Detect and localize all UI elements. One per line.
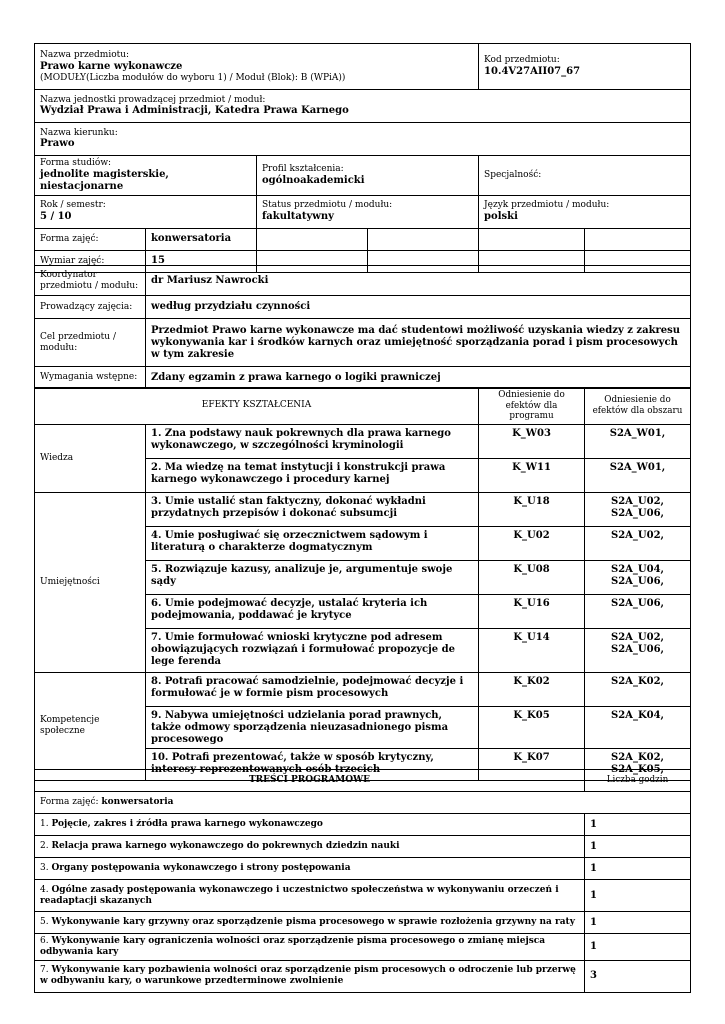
empty-cell [257,228,368,250]
requirements-value: Zdany egzamin z prawa karnego o logiki prawniczej [146,367,691,389]
effect-area-code: S2A_U02, [585,526,691,560]
unit-value: Wydział Prawa i Administracji, Katedra Prawa Karnego [40,105,349,117]
class-form-label: Forma zajęć: [35,228,146,250]
topic-number: 4. [40,884,49,895]
topic-text: Relacja prawa karnego wykonawczego do pokrewnych dziedzin nauki [51,841,400,852]
topic-number: 5. [40,917,49,928]
subject-code-cell [479,44,691,90]
study-form-value: jednolite magisterskie, niestacjonarne [40,168,169,192]
topic-number: 7. [40,965,49,976]
topic-number: 2. [40,841,49,852]
topic-row [35,934,585,961]
effect-text: 10. Potrafi prezentować, także w sposób krytyczny, interesy reprezentowanych osób trzecich [146,748,479,780]
year-cell [35,195,257,228]
topic-text: Ogólne zasady postępowania wykonawczego i uczestnictwo społeczeństwa w wykonywaniu orzeczeń i readaptacji skazanych [40,884,559,906]
hours-header: Liczba godzin [585,770,691,792]
language-cell [479,195,691,228]
subject-name-label: Nazwa przedmiotu: [40,49,130,60]
effect-program-code: K_W03 [479,424,585,458]
topic-text: Wykonywanie kary grzywny oraz sporządzenie pisma procesowego w sprawie rozłożenia grzywny na raty [51,917,575,928]
teacher-value: według przydziału czynności [146,296,691,319]
effect-program-code: K_U08 [479,560,585,594]
subject-name-cell [35,44,479,90]
topic-hours: 1 [585,814,691,836]
effect-program-code: K_U18 [479,492,585,526]
topic-number: 6. [40,936,49,946]
effect-area-code: S2A_W01, [585,458,691,492]
empty-cell [585,228,691,250]
empty-cell [479,228,585,250]
coordinator-value: dr Mariusz Nawrocki [146,266,691,296]
goal-label: Cel przedmiotu / modułu: [35,319,146,367]
effect-program-code: K_U02 [479,526,585,560]
effect-text: 4. Umie posługiwać się orzecznictwem sądowym i literaturą o charakterze dogmatycznym [146,526,479,560]
teacher-label: Prowadzący zajęcia: [35,296,146,319]
profile-label: Profil kształcenia: [262,164,344,174]
topic-row [35,836,585,858]
specialty-label: Specjalność: [484,170,542,180]
topic-hours: 1 [585,858,691,880]
effect-area-code: S2A_U04, S2A_U06, [585,560,691,594]
year-label: Rok / semestr: [40,200,106,211]
social-category: Kompetencje społeczne [35,672,146,780]
topic-hours: 1 [585,912,691,934]
topic-number: 1. [40,819,49,830]
effect-area-code: S2A_K02, S2A_K05, [585,748,691,780]
unit-cell [35,90,691,123]
program-header: TREŚCI PROGRAMOWE [35,770,585,792]
goal-value: Przedmiot Prawo karne wykonawcze ma dać studentowi możliwość uzyskania wiedzy z zakresu wykonywania kar i środków karnych oraz umiejętność sporządzania porad i pism procesowych w tym zakresie [146,319,691,367]
program-table [34,769,691,993]
topic-row [35,912,585,934]
profile-cell [257,156,479,196]
topic-text: Wykonywanie kary ograniczenia wolności oraz sporządzenie pisma procesowego o zmianę miejsca odbywania kary [40,936,546,957]
study-form-cell [35,156,257,196]
status-cell [257,195,479,228]
class-form-value: konwersatoria [146,228,257,250]
col-program-header: Odniesienie do efektów dla programu [479,388,585,425]
effect-area-code: S2A_K04, [585,706,691,748]
program-form-value: konwersatoria [101,797,174,808]
effect-text: 1. Zna podstawy nauk pokrewnych dla prawa karnego wykonawczego, w szczególności kryminologii [146,424,479,458]
topic-hours: 3 [585,960,691,992]
effect-text: 7. Umie formułować wnioski krytyczne pod adresem obowiązujących rozwiązań i formułować propozycje de lege ferenda [146,628,479,672]
unit-label: Nazwa jednostki prowadzącej przedmiot / moduł: [40,94,266,105]
profile-value: ogólnoakademicki [262,174,365,186]
effects-header: EFEKTY KSZTAŁCENIA [35,388,479,425]
topic-row [35,880,585,912]
topic-text: Wykonywanie kary pozbawienia wolności oraz sporządzenie pism procesowych o odroczenie lub przerwę w odbywaniu kary, o warunkowe przedterminowe zwolnienie [40,965,576,987]
effect-text: 6. Umie podejmować decyzje, ustalać kryteria ich podejmowania, poddawać je krytyce [146,594,479,628]
program-form-row [35,792,691,814]
hours-scope-value: 15 [146,250,257,272]
requirements-label: Wymagania wstępne: [35,367,146,389]
effect-text: 9. Nabywa umiejętności udzielania porad prawnych, także odmowy sporządzenia nieuzasadnionego pisma procesowego [146,706,479,748]
knowledge-category: Wiedza [35,424,146,492]
effect-program-code: K_U14 [479,628,585,672]
col-area-header: Odniesienie do efektów dla obszaru [585,388,691,425]
year-value: 5 / 10 [40,211,72,223]
field-label: Nazwa kierunku: [40,127,118,138]
topic-hours: 1 [585,836,691,858]
topic-text: Organy postępowania wykonawczego i strony postępowania [51,863,351,874]
coordinator-label: Koordynator przedmiotu / modułu: [35,266,146,296]
subject-code-label: Kod przedmiotu: [484,55,560,66]
specialty-cell [479,156,691,196]
effect-area-code: S2A_K02, [585,672,691,706]
topic-row [35,814,585,836]
effects-table [34,387,691,781]
effect-area-code: S2A_U02, S2A_U06, [585,628,691,672]
topic-hours: 1 [585,880,691,912]
skills-category: Umiejętności [35,492,146,672]
effect-area-code: S2A_U02, S2A_U06, [585,492,691,526]
effect-program-code: K_W11 [479,458,585,492]
status-label: Status przedmiotu / modułu: [262,200,393,211]
field-value: Prawo [40,138,75,150]
program-form-prefix: Forma zajęć: [40,797,99,808]
effect-text: 3. Umie ustalić stan faktyczny, dokonać wykładni przydatnych przepisów i dokonać subsumcji [146,492,479,526]
topic-number: 3. [40,863,49,874]
effect-area-code: S2A_U06, [585,594,691,628]
empty-cell [368,228,479,250]
hours-scope-label: Wymiar zajęć: [35,250,146,272]
topic-hours: 1 [585,934,691,961]
study-form-label: Forma studiów: [40,158,112,168]
module-info: (MODUŁY(Liczba modułów do wyboru 1) / Moduł (Blok): B (WPiA)) [40,72,346,83]
language-value: polski [484,211,518,223]
effect-program-code: K_K07 [479,748,585,780]
status-value: fakultatywny [262,211,334,223]
effect-area-code: S2A_W01, [585,424,691,458]
effect-text: 5. Rozwiązuje kazusy, analizuje je, argumentuje swoje sądy [146,560,479,594]
subject-name: Prawo karne wykonawcze [40,60,183,72]
field-cell [35,123,691,156]
effect-program-code: K_K05 [479,706,585,748]
topic-text: Pojęcie, zakres i źródła prawa karnego wykonawczego [51,819,323,830]
topic-row [35,960,585,992]
effect-text: 8. Potrafi pracować samodzielnie, podejmować decyzje i formułować je w formie pism procesowych [146,672,479,706]
description-table [34,265,691,389]
effect-text: 2. Ma wiedzę na temat instytucji i konstrukcji prawa karnego wykonawczego i procedury karnej [146,458,479,492]
effect-program-code: K_U16 [479,594,585,628]
course-info-table [34,43,691,273]
language-label: Język przedmiotu / modułu: [484,200,610,211]
topic-row [35,858,585,880]
effect-program-code: K_K02 [479,672,585,706]
subject-code: 10.4V27AII07_67 [484,65,581,77]
